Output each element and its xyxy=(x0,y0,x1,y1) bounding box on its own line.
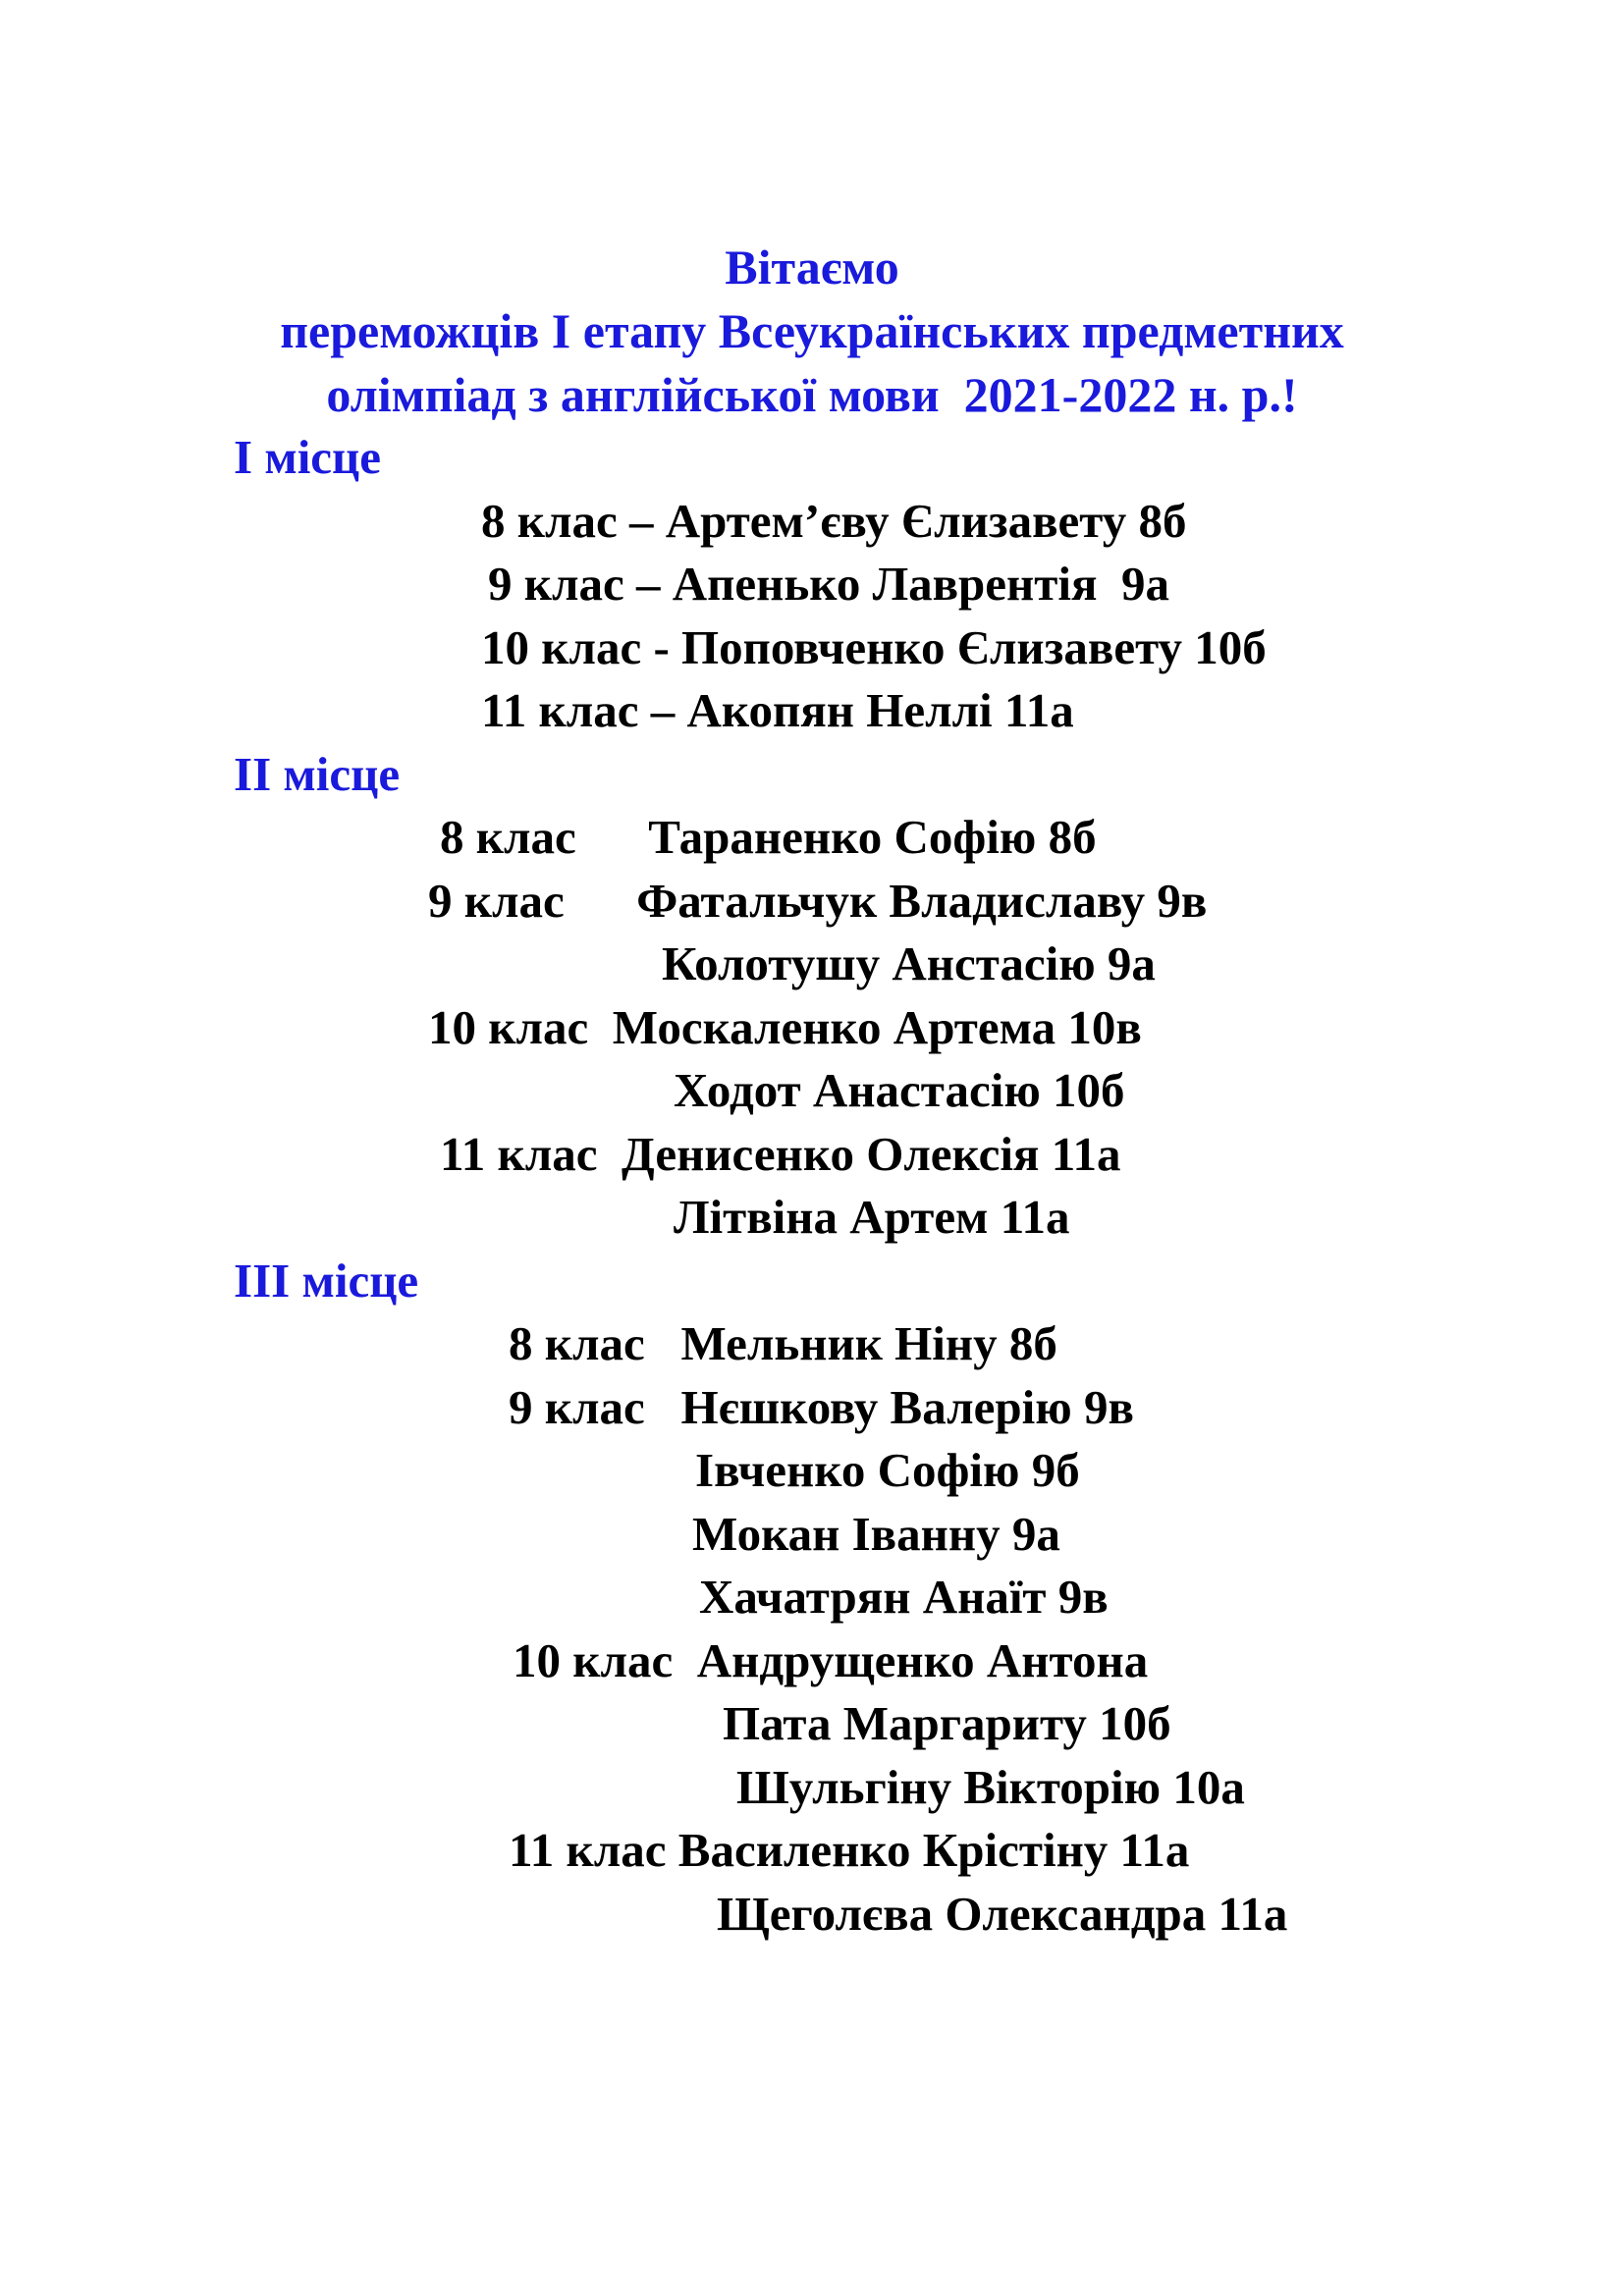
entry-third-place-grade-10-b: Пата Маргариту 10б xyxy=(723,1696,1171,1750)
entry-second-place-grade-10: 10 клас Москаленко Артема 10в xyxy=(428,1000,1142,1054)
entry-third-place-grade-9-c: Мокан Іванну 9а xyxy=(692,1507,1060,1561)
section-title-third-place: ІІІ місце xyxy=(234,1254,419,1308)
entry-third-place-grade-11: 11 клас Василенко Крістіну 11а xyxy=(509,1823,1190,1877)
entry-second-place-grade-9: 9 клас Фатальчук Владиславу 9в xyxy=(428,874,1208,928)
section-title-first-place: І місце xyxy=(234,430,382,484)
entry-second-place-grade-11: 11 клас Денисенко Олексія 11а xyxy=(440,1127,1121,1181)
entry-third-place-grade-8: 8 клас Мельник Ніну 8б xyxy=(509,1316,1057,1370)
section-title-second-place: ІІ місце xyxy=(234,747,401,801)
greeting-subtitle-line-1: переможців І етапу Всеукраїнських предметних xyxy=(280,303,1344,358)
greeting-title: Вітаємо xyxy=(725,240,899,294)
entry-third-place-grade-10-c: Шульгіну Вікторію 10а xyxy=(736,1760,1245,1814)
greeting-subtitle-line-2: олімпіад з англійської мови 2021-2022 н. р.! xyxy=(326,367,1298,422)
entry-first-place-grade-9: 9 клас – Апенько Лаврентія 9а xyxy=(488,557,1169,611)
entry-third-place-grade-11-b: Щеголєва Олександра 11а xyxy=(717,1887,1288,1941)
entry-second-place-grade-10-b: Ходот Анастасію 10б xyxy=(674,1063,1125,1117)
entry-first-place-grade-10: 10 клас - Поповченко Єлизавету 10б xyxy=(481,620,1267,674)
entry-third-place-grade-9-d: Хачатрян Анаїт 9в xyxy=(699,1570,1109,1624)
entry-third-place-grade-9: 9 клас Нєшкову Валерію 9в xyxy=(509,1380,1134,1434)
entry-third-place-grade-9-b: Івченко Софію 9б xyxy=(695,1443,1080,1497)
entry-third-place-grade-10: 10 клас Андрущенко Антона xyxy=(513,1633,1149,1687)
entry-second-place-grade-8: 8 клас Тараненко Софію 8б xyxy=(440,810,1097,864)
entry-first-place-grade-11: 11 клас – Акопян Неллі 11а xyxy=(481,683,1074,737)
entry-first-place-grade-8: 8 клас – Артем’єву Єлизавету 8б xyxy=(481,494,1187,548)
entry-second-place-grade-9-b: Колотушу Анстасію 9а xyxy=(662,936,1156,990)
entry-second-place-grade-11-b: Літвіна Артем 11а xyxy=(674,1190,1070,1244)
